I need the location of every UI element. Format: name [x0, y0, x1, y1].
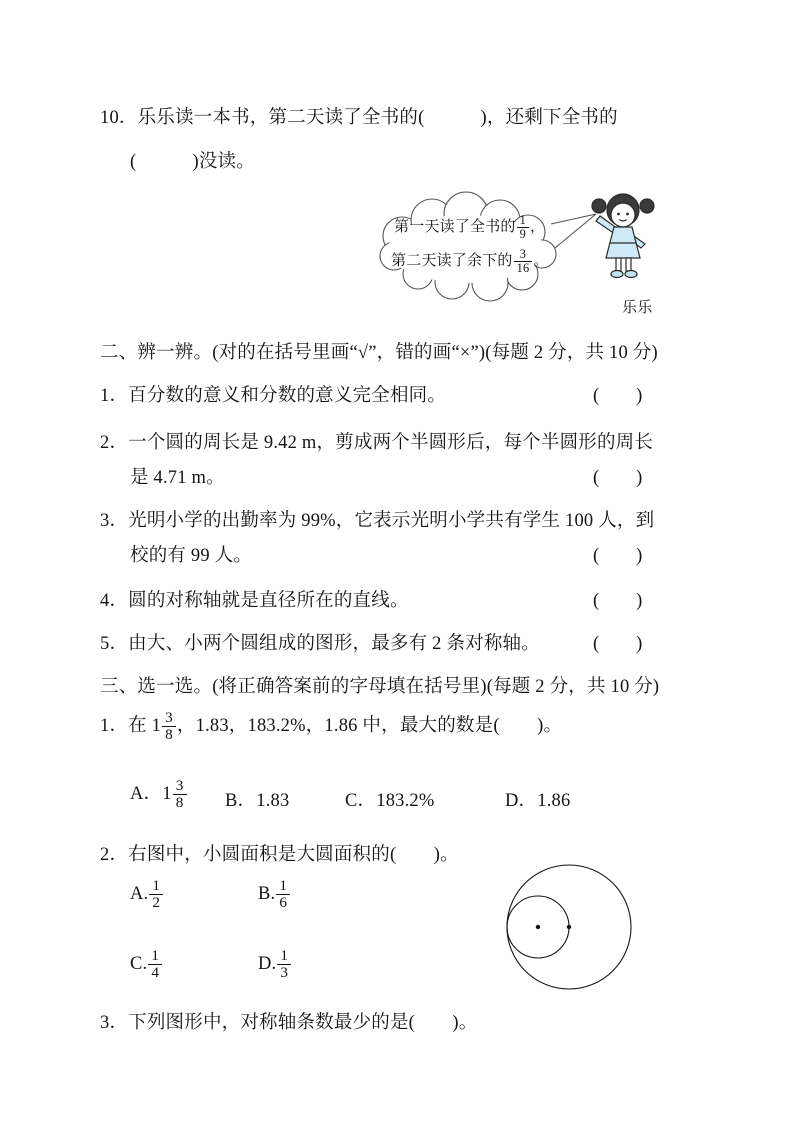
circles-diagram — [503, 861, 635, 993]
tf-item-4-answer-paren: ( ) — [593, 591, 643, 611]
mc-q1-option-d: D．1.86 — [505, 791, 571, 811]
fraction-3-8: $\frac{3}{8}$ — [162, 710, 176, 744]
tf-item-3-line2: 校的有 99 人。 — [130, 546, 253, 566]
mc-q2-option-b: B. $\frac{1}{6}$ — [258, 878, 291, 912]
mc-q1-option-b: B．1.83 — [225, 791, 290, 811]
bubble-text-line2 — [391, 248, 549, 276]
fraction-1-2: $\frac{1}{2}$ — [149, 878, 163, 912]
bubble-line2-post: 。 — [533, 253, 549, 270]
mc-q1-post: ，1.83，183.2%，1.86 中，最大的数是( )。 — [176, 716, 563, 737]
bubble-line1-post: ， — [529, 219, 546, 236]
bubble-text-line1 — [394, 214, 545, 242]
mc-question-3: 3．下列图形中，对称轴条数最少的是( )。 — [100, 1013, 478, 1033]
girl-name-label: 乐乐 — [622, 300, 653, 316]
tf-item-2-line2: 是 4.71 m。 — [130, 468, 225, 488]
section-3-heading: 三、选一选。(将正确答案前的字母填在括号里)(每题 2 分，共 10 分) — [100, 677, 660, 697]
bubble-line1-pre: 第一天读了全书的 — [394, 219, 516, 236]
fraction-1-3: $\frac{1}{3}$ — [277, 948, 291, 982]
fraction-1-6: $\frac{1}{6}$ — [276, 878, 290, 912]
tf-item-3-line1: 3．光明小学的出勤率为 99%，它表示光明小学共有学生 100 人，到 — [100, 511, 655, 531]
tf-item-5-answer-paren: ( ) — [593, 634, 643, 654]
bubble-line2-pre: 第二天读了余下的 — [391, 253, 513, 270]
question-10-line2: ( )没读。 — [130, 152, 255, 172]
fraction-3-16: $\frac{3}{16}$ — [514, 248, 533, 276]
fraction-1-9: $\frac{1}{9}$ — [517, 214, 529, 242]
mc-q1-option-a: A．1 $\frac{3}{8}$ — [130, 778, 188, 812]
tf-item-1-answer-paren: ( ) — [593, 386, 643, 406]
mc-q2-option-d: D. $\frac{1}{3}$ — [258, 948, 292, 982]
tf-item-1: 1．百分数的意义和分数的意义完全相同。 — [100, 386, 447, 406]
tf-item-5: 5．由大、小两个圆组成的图形，最多有 2 条对称轴。 — [100, 634, 540, 654]
fraction-3-8: $\frac{3}{8}$ — [173, 778, 187, 812]
tf-item-4: 4．圆的对称轴就是直径所在的直线。 — [100, 591, 409, 611]
tf-item-2-line1: 2．一个圆的周长是 9.42 m，剪成两个半圆形后，每个半圆形的周长 — [100, 433, 654, 453]
girl-illustration — [587, 190, 672, 302]
mc-q2-option-c: C. $\frac{1}{4}$ — [130, 948, 163, 982]
mc-question-1 — [100, 710, 562, 744]
mc-q2-option-a: A. $\frac{1}{2}$ — [130, 878, 164, 912]
tf-item-2-answer-paren: ( ) — [593, 468, 643, 488]
question-10-line1: 10．乐乐读一本书，第二天读了全书的( )，还剩下全书的 — [100, 108, 618, 128]
tf-item-3-answer-paren: ( ) — [593, 546, 643, 566]
mc-q1-option-c: C．183.2% — [345, 791, 435, 811]
mc-question-2: 2．右图中，小圆面积是大圆面积的( )。 — [100, 845, 459, 865]
section-2-heading: 二、辨一辨。(对的在括号里画“√”，错的画“×”)(每题 2 分，共 10 分) — [100, 343, 658, 363]
fraction-1-4: $\frac{1}{4}$ — [148, 948, 162, 982]
mc-q1-pre: 1．在 1 — [100, 716, 162, 737]
